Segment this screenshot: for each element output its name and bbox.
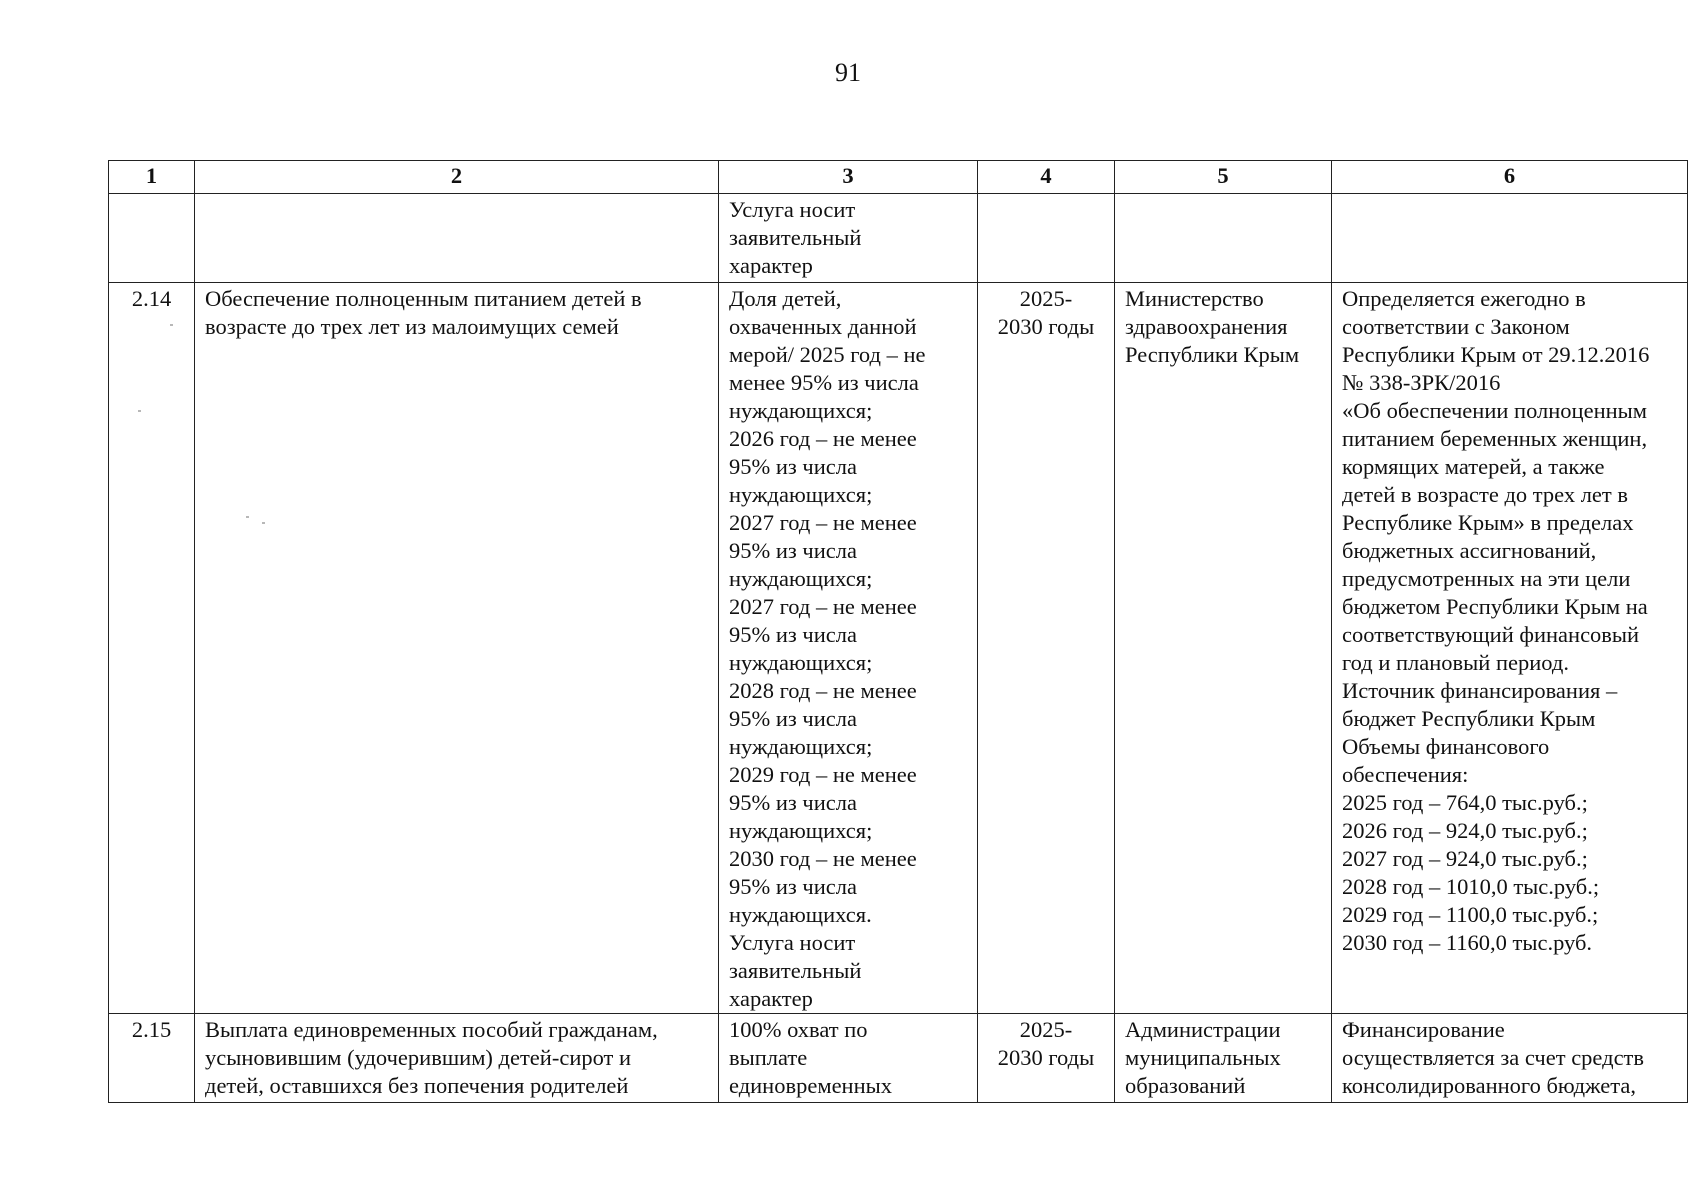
- cell-line: заявительный: [729, 958, 862, 983]
- col-header-5: 5: [1115, 161, 1332, 194]
- cell-line: Услуга носит: [729, 930, 856, 955]
- cell-line: Администрации: [1125, 1017, 1281, 1042]
- cell-line: 2030 годы: [997, 1045, 1095, 1070]
- cell-line: детей, оставшихся без попечения родителей: [205, 1073, 629, 1098]
- scan-speck: [138, 410, 141, 412]
- measure-name: [195, 194, 719, 283]
- cell-line: 2029 год – 1100,0 тыс.руб.;: [1342, 902, 1599, 927]
- scan-speck: [262, 522, 265, 524]
- cell-line: характер: [729, 986, 813, 1011]
- row-number: [109, 194, 195, 283]
- page-number: 91: [835, 58, 861, 87]
- cell-line: консолидированного бюджета,: [1342, 1073, 1636, 1098]
- cell-line: детей в возрасте до трех лет в: [1342, 482, 1628, 507]
- col-header-4: 4: [978, 161, 1115, 194]
- cell-line: возрасте до трех лет из малоимущих семей: [205, 314, 619, 339]
- cell-line: 2029 год – не менее: [729, 762, 917, 787]
- measure-name: [195, 283, 719, 1014]
- cell-line: 95% из числа: [729, 454, 857, 479]
- cell-line: 2025 год – 764,0 тыс.руб.;: [1342, 790, 1588, 815]
- cell-line: бюджет Республики Крым: [1342, 706, 1596, 731]
- row-number: 2.14: [109, 283, 195, 1014]
- scan-speck: [170, 324, 173, 326]
- table-row: [109, 283, 1688, 1014]
- cell-line: нуждающихся;: [729, 818, 873, 843]
- cell-line: 2030 год – 1160,0 тыс.руб.: [1342, 930, 1593, 955]
- cell-line: Республике Крым» в пределах: [1342, 510, 1634, 535]
- cell-line: Финансирование: [1342, 1017, 1505, 1042]
- cell-line: мерой/ 2025 год – не: [729, 342, 926, 367]
- financing-cell: [1332, 283, 1688, 1014]
- executor-cell: [1115, 283, 1332, 1014]
- cell-line: 2030 годы: [997, 314, 1095, 339]
- cell-line: Обеспечение полноценным питанием детей в: [205, 286, 642, 311]
- cell-line: обеспечения:: [1342, 762, 1469, 787]
- cell-line: нуждающихся;: [729, 734, 873, 759]
- executor-cell: [1115, 1014, 1332, 1103]
- cell-line: 95% из числа: [729, 874, 857, 899]
- period-cell: [978, 283, 1115, 1014]
- period-cell: [978, 194, 1115, 283]
- cell-line: 2026 год – 924,0 тыс.руб.;: [1342, 818, 1588, 843]
- table-row: [109, 194, 1688, 283]
- cell-line: 95% из числа: [729, 622, 857, 647]
- col-header-2: 2: [195, 161, 719, 194]
- financing-cell: [1332, 194, 1688, 283]
- cell-line: Источник финансирования –: [1342, 678, 1618, 703]
- cell-line: 95% из числа: [729, 706, 857, 731]
- table-row: [109, 1014, 1688, 1103]
- measure-name: [195, 1014, 719, 1103]
- cell-line: Министерство: [1125, 286, 1264, 311]
- cell-line: Выплата единовременных пособий гражданам,: [205, 1017, 658, 1042]
- cell-line: осуществляется за счет средств: [1342, 1045, 1645, 1070]
- program-measures-table: [108, 160, 1688, 1103]
- cell-line: бюджетных ассигнований,: [1342, 538, 1597, 563]
- cell-line: здравоохранения: [1125, 314, 1288, 339]
- cell-line: заявительный: [729, 225, 862, 250]
- table-header-row: [109, 161, 1688, 194]
- cell-line: 95% из числа: [729, 790, 857, 815]
- cell-line: 2025-: [1019, 1017, 1073, 1042]
- cell-line: Определяется ежегодно в: [1342, 286, 1586, 311]
- indicator-cell: [719, 283, 978, 1014]
- cell-line: соответствии с Законом: [1342, 314, 1570, 339]
- cell-line: 2027 год – 924,0 тыс.руб.;: [1342, 846, 1588, 871]
- cell-line: Доля детей,: [729, 286, 842, 311]
- cell-line: нуждающихся;: [729, 482, 873, 507]
- cell-line: образований: [1125, 1073, 1246, 1098]
- cell-line: кормящих матерей, а также: [1342, 454, 1605, 479]
- row-number: 2.15: [109, 1014, 195, 1103]
- cell-line: соответствующий финансовый: [1342, 622, 1640, 647]
- financing-cell: [1332, 1014, 1688, 1103]
- cell-line: нуждающихся;: [729, 566, 873, 591]
- cell-line: 2026 год – не менее: [729, 426, 917, 451]
- cell-line: 95% из числа: [729, 538, 857, 563]
- indicator-cell: [719, 194, 978, 283]
- cell-line: усыновившим (удочерившим) детей-сирот и: [205, 1045, 632, 1070]
- cell-line: год и плановый период.: [1342, 650, 1569, 675]
- cell-line: 100% охват по: [729, 1017, 868, 1042]
- cell-line: муниципальных: [1125, 1045, 1281, 1070]
- cell-line: 2025-: [1019, 286, 1073, 311]
- cell-line: характер: [729, 253, 813, 278]
- cell-line: № 338-ЗРК/2016: [1342, 370, 1501, 395]
- cell-line: питанием беременных женщин,: [1342, 426, 1648, 451]
- cell-line: Республики Крым: [1125, 342, 1300, 367]
- cell-line: менее 95% из числа: [729, 370, 919, 395]
- cell-line: нуждающихся;: [729, 650, 873, 675]
- cell-line: нуждающихся.: [729, 902, 872, 927]
- cell-line: Услуга носит: [729, 197, 856, 222]
- cell-line: 2027 год – не менее: [729, 510, 917, 535]
- cell-line: бюджетом Республики Крым на: [1342, 594, 1648, 619]
- cell-line: нуждающихся;: [729, 398, 873, 423]
- col-header-1: 1: [109, 161, 195, 194]
- cell-line: предусмотренных на эти цели: [1342, 566, 1631, 591]
- col-header-3: 3: [719, 161, 978, 194]
- cell-line: Республики Крым от 29.12.2016: [1342, 342, 1650, 367]
- cell-line: выплате: [729, 1045, 808, 1070]
- cell-line: единовременных: [729, 1073, 893, 1098]
- indicator-cell: [719, 1014, 978, 1103]
- cell-line: 2028 год – не менее: [729, 678, 917, 703]
- cell-line: 2027 год – не менее: [729, 594, 917, 619]
- executor-cell: [1115, 194, 1332, 283]
- cell-line: 2030 год – не менее: [729, 846, 917, 871]
- period-cell: [978, 1014, 1115, 1103]
- col-header-6: 6: [1332, 161, 1688, 194]
- cell-line: охваченных данной: [729, 314, 917, 339]
- cell-line: 2028 год – 1010,0 тыс.руб.;: [1342, 874, 1600, 899]
- cell-line: «Об обеспечении полноценным: [1342, 398, 1648, 423]
- cell-line: Объемы финансового: [1342, 734, 1550, 759]
- scan-speck: [246, 516, 249, 518]
